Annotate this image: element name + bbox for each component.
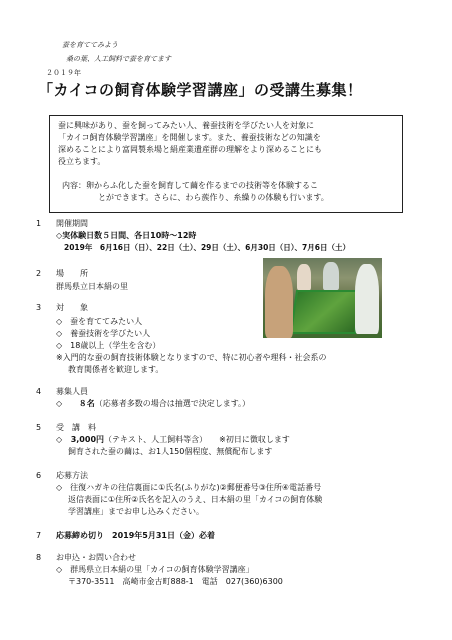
- photo-person-middle: [323, 262, 339, 290]
- header-line-1: 蚕を育ててみよう: [62, 41, 118, 49]
- intro-line-4: 役立ちます。: [58, 157, 106, 166]
- section-3-item-1: ◇ 蚕を育ててみたい人: [56, 317, 143, 326]
- section-4-number: 4: [36, 387, 42, 396]
- section-8-line-2: 〒370-3511 高崎市金古町888-1 電話 027(360)6300: [68, 577, 283, 586]
- section-5-line-1: [56, 434, 290, 446]
- section-4-rest: （応募者多数の場合は抽選で決定します。）: [94, 399, 251, 408]
- section-6-line-2: 返信表面に①住所②氏名を記入のうえ、日本絹の里「カイコの飼育体験: [68, 495, 323, 504]
- section-1-dates: 2019年 6月16日（日）、22日（土）、29日（土）、6月30日（日）、7月6日（土）: [64, 243, 350, 252]
- section-4-line-1: [56, 398, 250, 410]
- section-4-heading: 募集人員: [56, 387, 88, 396]
- section-6-line-1: ◇ 往復ハガキの往信裏面に①氏名(ふりがな)②郵便番号③住所④電話番号: [56, 483, 322, 492]
- section-3-item-3: ◇ 18歳以上（学生を含む）: [56, 341, 161, 350]
- section-4-count: ８名: [78, 399, 95, 408]
- content-line-2: とができます。さらに、わら蔟作り、糸繰りの体験も行います。: [98, 193, 329, 202]
- section-5-fee: 3,000円: [70, 435, 105, 444]
- section-3-item-2: ◇ 養蚕技術を学びたい人: [56, 329, 151, 338]
- section-5-number: 5: [36, 423, 42, 432]
- section-4-mark: ◇: [56, 399, 63, 408]
- section-6-line-3: 学習講座」までお申し込みください。: [68, 507, 204, 516]
- photo-person-back: [297, 264, 311, 290]
- content-line-1: 内容：卵からふ化した蚕を飼育して繭を作るまでの技術等を体験するこ: [62, 181, 318, 190]
- section-5-line-2: 飼育された蚕の繭は、お1人150個程度、無償配布します: [68, 447, 273, 456]
- section-8-line-1: ◇ 群馬県立日本絹の里「カイコの飼育体験学習講座」: [56, 565, 254, 574]
- section-1-line-1: ◇実体験日数５日間、各日10時～12時: [56, 231, 197, 240]
- intro-line-1: 蚕に興味があり、蚕を飼ってみたい人、養蚕技術を学びたい人を対象に: [58, 121, 314, 130]
- photo-tray: [290, 290, 362, 334]
- intro-line-2: 「カイコ飼育体験学習講座」を開催します。また、養蚕技術などの知識を: [58, 133, 321, 142]
- section-2-number: 2: [36, 269, 42, 278]
- section-7-number: 7: [36, 531, 42, 540]
- section-6-number: 6: [36, 471, 42, 480]
- section-3-number: 3: [36, 303, 42, 312]
- section-3-note-2: 教育関係者を歓迎します。: [68, 365, 164, 374]
- section-5-rest: （テキスト、人工飼料等含） ※初日に徴収します: [104, 435, 290, 444]
- header-line-2: 桑の葉、人工飼料で蚕を育てます: [66, 55, 171, 63]
- section-3-heading: 対 象: [56, 303, 88, 312]
- intro-box: [49, 115, 403, 213]
- section-2-line-1: 群馬県立日本絹の里: [56, 282, 128, 291]
- section-7-heading: 応募締め切り 2019年5月31日（金）必着: [56, 531, 215, 540]
- section-1-number: 1: [36, 219, 42, 228]
- photo-person-right: [355, 264, 379, 334]
- section-1-heading: 開催期間: [56, 219, 88, 228]
- section-3-note-1: ※入門的な蚕の飼育技術体験となりますので、特に初心者や理科・社会系の: [56, 353, 327, 362]
- section-5-heading: 受 講 料: [56, 423, 96, 432]
- section-8-number: 8: [36, 553, 42, 562]
- silkworm-class-photo: [263, 258, 382, 338]
- page-title: 「カイコの飼育体験学習講座」の受講生募集！: [38, 81, 363, 99]
- header-year: ２０１９年: [46, 69, 81, 77]
- section-2-heading: 場 所: [56, 269, 88, 278]
- section-6-heading: 応募方法: [56, 471, 88, 480]
- intro-line-3: 深めることにより富岡製糸場と絹産業遺産群の理解をより深めることにも: [58, 145, 322, 154]
- section-5-mark: ◇: [56, 435, 63, 444]
- photo-person-left: [265, 266, 293, 338]
- section-8-heading: お申込・お問い合わせ: [56, 553, 136, 562]
